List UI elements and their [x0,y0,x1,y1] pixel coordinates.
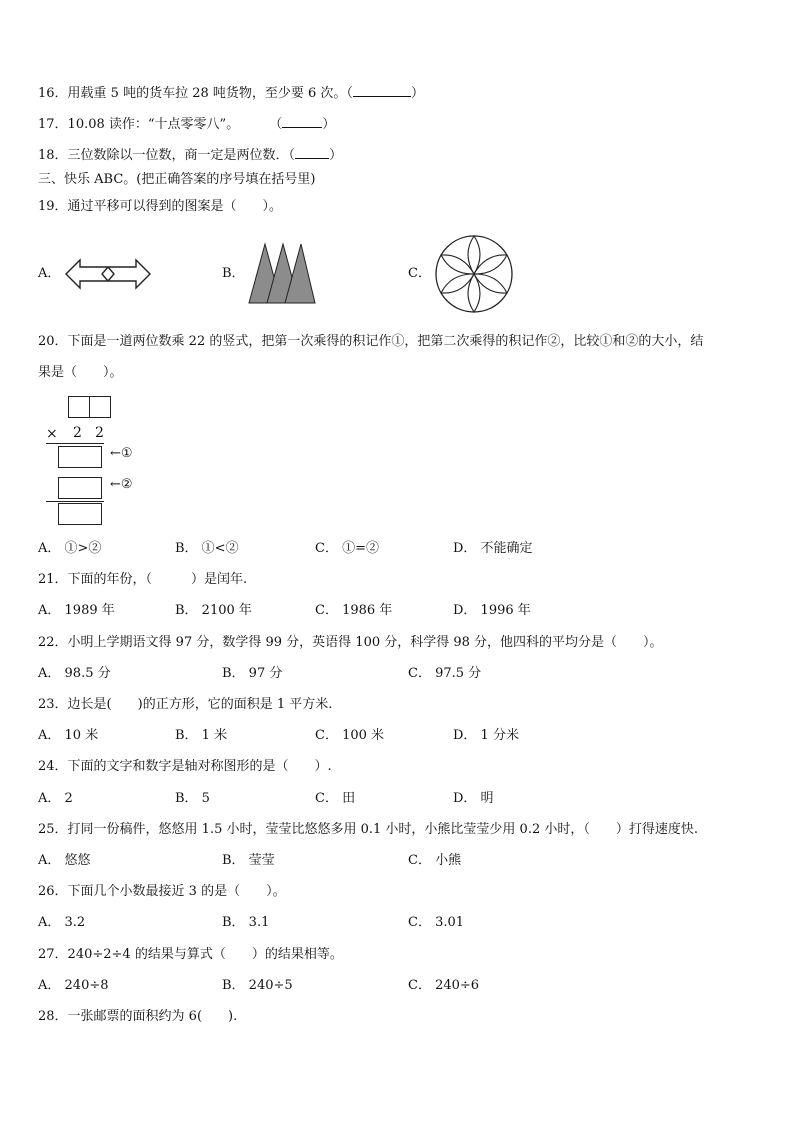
option-a[interactable]: A． 10 米 [38,728,99,743]
option-a-label[interactable]: A． [38,266,61,281]
option-c[interactable]: C． 1986 年 [315,603,393,618]
multiplier-digit: 2 [73,425,82,441]
product-1-marker: ←① [110,446,133,461]
option-c[interactable]: C． 100 米 [315,728,385,743]
digit-box[interactable] [89,396,111,418]
question-26 [38,884,286,900]
question-text: 小明上学期语文得 97 分，数学得 99 分，英语得 100 分，科学得 98 分，他四科的平均分是（ ）。 [67,635,663,650]
question-18: 18．三位数除以一位数，商一定是两位数．（ ） [38,148,343,163]
option-a[interactable]: A． 240÷8 [38,978,109,993]
option-b[interactable]: B． ①<② [175,541,239,556]
question-number: 20． [38,334,68,349]
question-number: 23． [38,697,68,712]
question-16: 16．用载重 5 吨的货车拉 28 吨货物，至少要 6 次。（ ） [38,86,424,101]
option-a[interactable]: A． 3.2 [38,915,86,930]
option-b[interactable]: B． 2100 年 [175,603,252,618]
double-arrow-icon [64,258,152,290]
option-a[interactable]: A． ①>② [38,541,102,556]
option-b[interactable]: B． 莹莹 [222,853,275,868]
triangles-icon [248,242,316,304]
option-b[interactable]: B． 1 米 [175,728,228,743]
digit-box[interactable] [68,396,90,418]
option-d[interactable]: D． 不能确定 [453,541,533,556]
product-box-2[interactable] [58,477,102,499]
option-c[interactable]: C． 97.5 分 [408,666,482,681]
option-a[interactable]: A． 悠悠 [38,853,91,868]
question-27 [38,947,343,963]
question-text: 通过平移可以得到的图案是（ ）。 [67,199,283,214]
question-22 [38,635,663,651]
question-text: 下面几个小数最接近 3 的是（ ）。 [67,884,286,899]
question-text: 用载重 5 吨的货车拉 28 吨货物，至少要 6 次。（ [67,86,353,101]
question-text: 下面的文字和数字是轴对称图形的是（ ）. [67,759,332,774]
question-19 [38,199,282,215]
question-20-line1 [38,334,703,350]
question-text: 下面是一道两位数乘 22 的竖式，把第一次乘得的积记作①，把第二次乘得的积记作②，比较①和②的大小，结 [67,334,704,349]
question-17: 17．10.08 读作：“十点零零八”。 （ ） [38,117,336,132]
option-d[interactable]: D． 1 分米 [453,728,519,743]
question-text: 边长是( )的正方形，它的面积是 1 平方米. [67,697,333,712]
option-d[interactable]: D． 明 [453,791,494,806]
question-number: 17． [38,117,68,132]
multiplier-digit: 2 [95,425,104,441]
option-b-label[interactable]: B． [222,266,245,281]
question-23 [38,697,332,713]
answer-blank[interactable] [353,84,411,97]
question-text: 一张邮票的面积约为 6( ). [67,1009,238,1024]
question-number: 28． [38,1009,68,1024]
option-b[interactable]: B． 240÷5 [222,978,293,993]
option-a[interactable]: A． 98.5 分 [38,666,111,681]
times-sign: × [46,426,58,442]
question-number: 19． [38,199,68,214]
product-2-marker: ←② [110,477,133,492]
section-heading: 三、快乐 ABC。(把正确答案的序号填在括号里) [38,172,316,187]
option-a[interactable]: A． 1989 年 [38,603,115,618]
result-box[interactable] [58,503,102,525]
option-b[interactable]: B． 97 分 [222,666,283,681]
question-20-line2: 果是（ ）。 [38,365,123,380]
question-text: 三位数除以一位数，商一定是两位数．（ [67,148,296,163]
question-text: 10.08 读作：“十点零零八”。 [67,117,240,132]
question-number: 22． [38,635,68,650]
option-a[interactable]: A． 2 [38,791,73,806]
question-number: 18． [38,148,68,163]
question-21 [38,572,247,588]
question-28 [38,1009,237,1025]
flower-circle-icon [434,234,514,314]
option-b[interactable]: B． 5 [175,791,210,806]
option-b[interactable]: B． 3.1 [222,915,270,930]
question-text: 240÷2÷4 的结果与算式（ ）的结果相等。 [67,947,343,962]
option-c[interactable]: C． 3.01 [408,915,465,930]
option-d[interactable]: D． 1996 年 [453,603,531,618]
option-c[interactable]: C． 240÷6 [408,978,480,993]
option-c[interactable]: C． 小熊 [408,853,462,868]
question-number: 21． [38,572,68,587]
question-number: 24． [38,759,68,774]
product-box-1[interactable] [58,446,102,468]
answer-blank[interactable] [295,146,329,159]
question-number: 16． [38,86,68,101]
question-number: 27． [38,947,68,962]
question-24 [38,759,332,775]
option-c-label[interactable]: C． [408,266,431,281]
question-number: 25． [38,822,68,837]
option-c[interactable]: C． 田 [315,791,356,806]
question-text: 打同一份稿件，悠悠用 1.5 小时，莹莹比悠悠多用 0.1 小时，小熊比莹莹少用 0.2 小时，（ ）打得速度快. [67,822,698,837]
question-number: 26． [38,884,68,899]
answer-blank[interactable] [282,115,322,128]
question-25 [38,822,698,838]
question-text: 下面的年份，（ ）是闰年. [67,572,248,587]
option-c[interactable]: C． ①=② [315,541,379,556]
